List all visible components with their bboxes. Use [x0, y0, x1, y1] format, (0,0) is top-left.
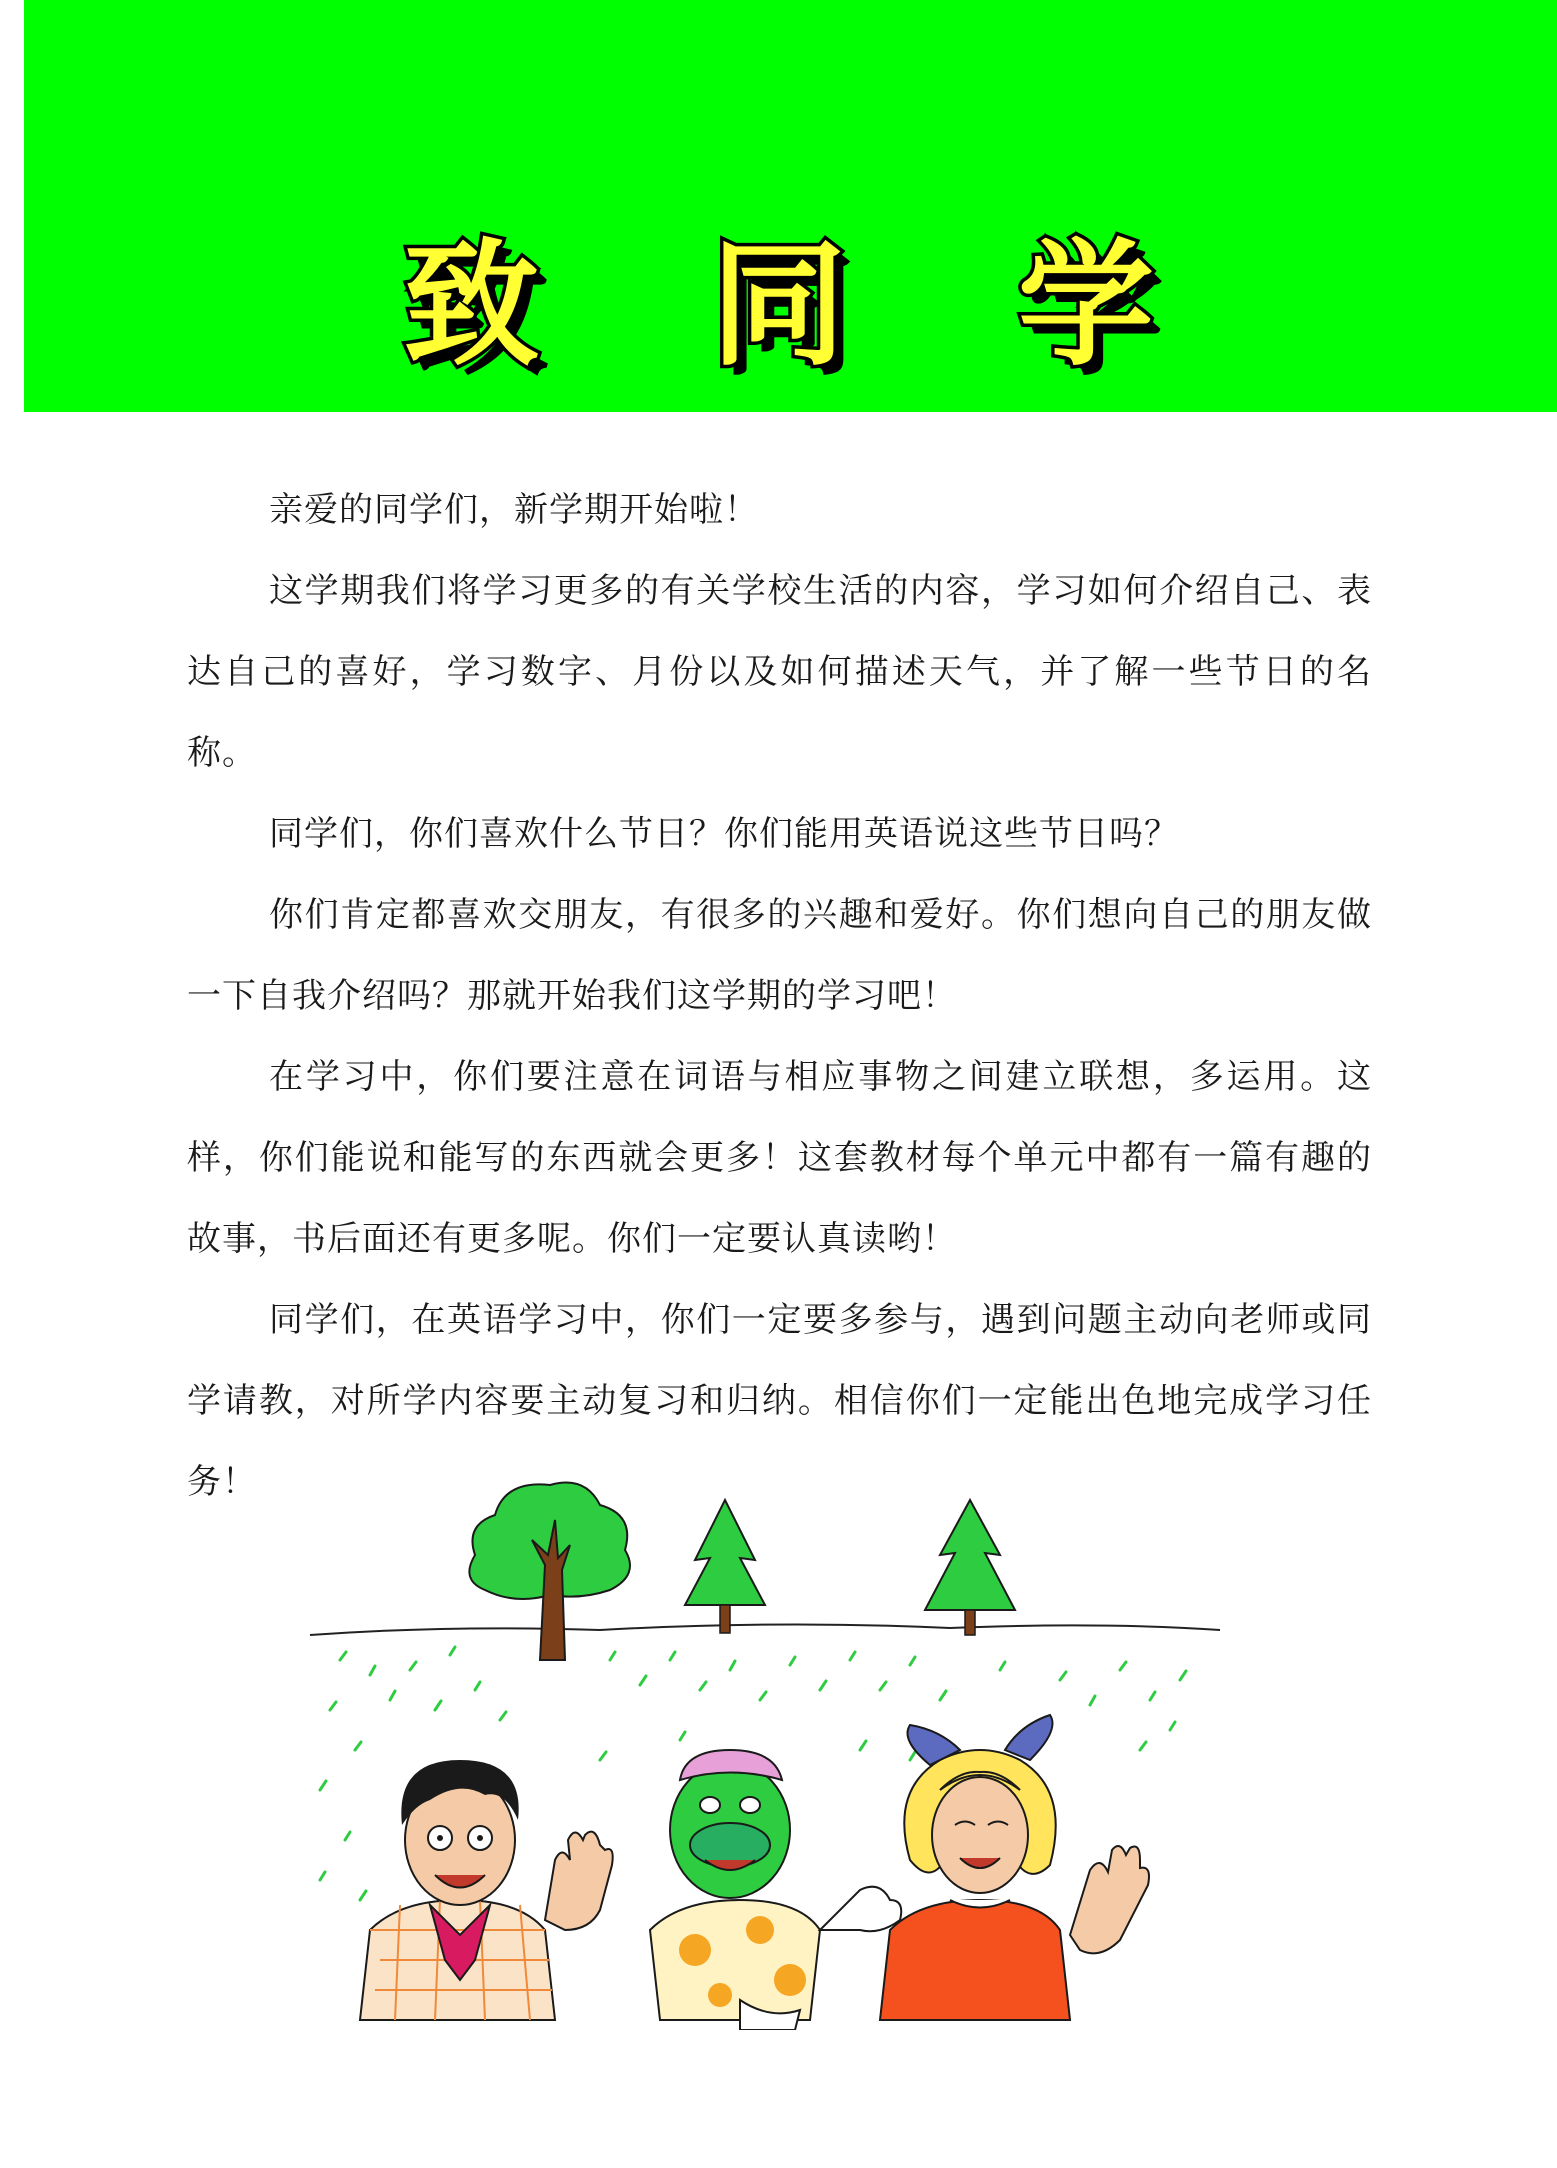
- paragraph: 亲爱的同学们，新学期开始啦！: [269, 490, 759, 530]
- letter-body: [187, 470, 1372, 1523]
- dinosaur-character: [650, 1750, 901, 2030]
- boy-character: [360, 1760, 613, 2020]
- girl-character: [880, 1715, 1149, 2020]
- page-title: 致 同 学: [403, 227, 1216, 385]
- paragraph: 同学们，你们喜欢什么节日？你们能用英语说这些节日吗？: [269, 814, 1179, 854]
- pine-tree-icon: [925, 1500, 1015, 1635]
- pine-tree-icon: [685, 1500, 765, 1633]
- paragraph: 同学们，在英语学习中，你们一定要多参与，遇到问题主动向老师或同学请教，对所学内容要主动复习和归纳。相信你们一定能出色地完成学习任务！: [187, 1300, 1372, 1502]
- horizon-line: [310, 1624, 1220, 1635]
- paragraph: 你们肯定都喜欢交朋友，有很多的兴趣和爱好。你们想向自己的朋友做一下自我介绍吗？那就开始我们这学期的学习吧！: [187, 895, 1372, 1016]
- paragraph: 这学期我们将学习更多的有关学校生活的内容，学习如何介绍自己、表达自己的喜好，学习数字、月份以及如何描述天气，并了解一些节日的名称。: [187, 571, 1372, 773]
- children-illustration: [300, 1460, 1230, 2030]
- paragraph: 在学习中，你们要注意在词语与相应事物之间建立联想，多运用。这样，你们能说和能写的东西就会更多！这套教材每个单元中都有一篇有趣的故事，书后面还有更多呢。你们一定要认真读哟！: [187, 1057, 1372, 1259]
- tree-icon: [469, 1483, 630, 1661]
